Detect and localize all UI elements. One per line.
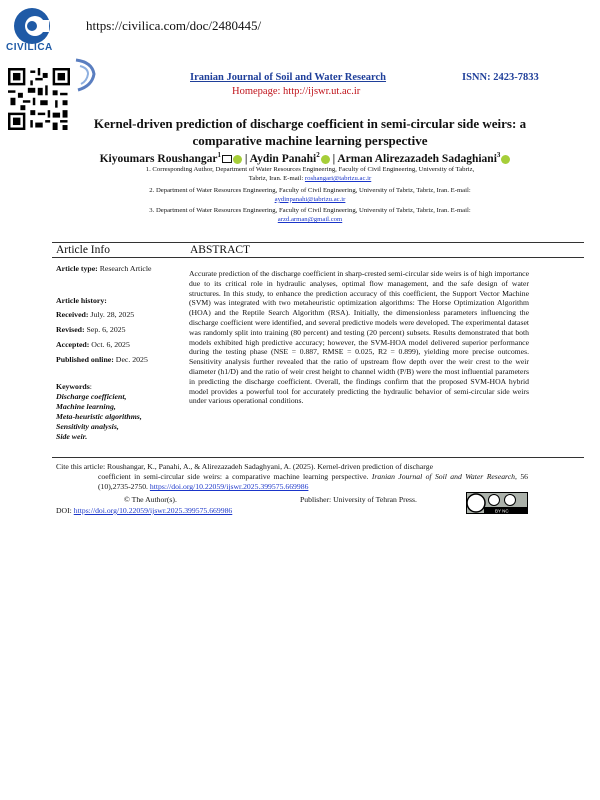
- author-email-link[interactable]: aydinpanahi@tabrizu.ac.ir: [274, 195, 346, 203]
- journal-logo-icon: [72, 56, 98, 92]
- email-icon[interactable]: [222, 155, 232, 163]
- divider: [52, 457, 584, 458]
- document-url[interactable]: https://civilica.com/doc/2480445/: [86, 18, 262, 33]
- keyword: Machine learning,: [56, 402, 116, 411]
- abstract-text: Accurate prediction of the discharge coefficient in sharp-crested semi-circular side weirs is of high importance due to its critical role in hydraulic analyses, optimal flow management, and the safe design of water structures. In this study, to enhance the prediction accuracy of this coefficient, the Support Vector Machine (SVM) was integrated with two metaheuristic optimization algorithms: The Horse Optimization Algorithm (HOA) and the Reptile Search Algorithm (RSA). Initially, the dimensionless parameters influencing the discharge coefficient were identified, and several predictive models were developed. The experimental dataset was randomly split into training (80 percent) and testing (20 percent) subsets. Results demonstrated that both models exhibited high predictive accuracy; however, the SVM-HOA model delivered superior performance during the testing phase (NSE = 0.887, RMSE = 0.025, R2 = 0.899), yielding more precise outcomes. Sensitivity analysis further revealed that the ratio of upstream flow depth over the weir crest to the weir diameter (h1/D) and the ratio of weir crest height to channel width (P/B) were the most influential parameters in predicting the discharge coefficient. Overall, the findings confirm that the proposed SVM-HOA hybrid model provides a powerful tool for accurately predicting the hydraulic behavior of semi-circular side weirs under various operational conditions.: [189, 269, 529, 406]
- author-sup: 1: [217, 151, 221, 159]
- copyright: © The Author(s).: [124, 495, 177, 504]
- author-email-link[interactable]: arzd.arman@gmail.com: [277, 216, 343, 224]
- article-info: Article type: Research Article Article history: Received: July. 28, 2025 Revised: Sep. 6, 2025 Accepted: Oct. 6, 2025 Published online: Dec. 2025 Keywords: Discharge coefficient, Machine learning, Meta-heuristic algorithms, Sensitivity analysis, Side weir.: [56, 264, 182, 442]
- orcid-icon[interactable]: [501, 155, 510, 164]
- author-name: Aydin Panahi: [249, 152, 317, 165]
- author-sup: 2: [316, 151, 320, 159]
- received-value: July. 28, 2025: [88, 310, 135, 319]
- published-value: Dec. 2025: [113, 355, 148, 364]
- accepted-value: Oct. 6, 2025: [89, 340, 130, 349]
- keyword: Meta-heuristic algorithms,: [56, 412, 142, 421]
- affiliation-3: 3. Department of Water Resources Engineering, Faculty of Civil Engineering, University of Tabriz, Tabriz, Iran. E-mail:: [149, 207, 471, 215]
- article-type-value: Research Article: [97, 264, 152, 273]
- paper-title: [40, 115, 580, 149]
- citation-text: coefficient in semi-circular side weirs: a comparative machine learning perspective.: [98, 472, 372, 482]
- received-label: Received:: [56, 310, 89, 319]
- article-info-heading: Article Info: [56, 244, 110, 256]
- revised-value: Sep. 6, 2025: [84, 325, 126, 334]
- divider: [52, 242, 584, 243]
- article-type-label: Article type:: [56, 264, 98, 273]
- doi-line: [56, 506, 232, 515]
- author-email-link[interactable]: roshangari@tabrizu.ac.ir: [304, 175, 372, 183]
- author-sup: 3: [496, 151, 501, 159]
- accepted-label: Accepted:: [56, 340, 90, 349]
- keyword: Discharge coefficient,: [56, 392, 127, 401]
- doi-link[interactable]: https://doi.org/10.22059/ijswr.2025.399575.669986: [73, 506, 233, 515]
- keywords-label: Keywords: [56, 382, 90, 391]
- citation-line-1: Cite this article: Roushangar, K., Panahi, A., & Alirezazadeh Sadaghyani, A. (2025). Kernel-driven prediction of discharge: [56, 462, 433, 471]
- keyword: Sensitivity analysis,: [56, 422, 119, 431]
- citation-block: [56, 462, 528, 493]
- doi-label: DOI:: [56, 506, 74, 515]
- history-label: Article history:: [56, 296, 107, 305]
- citation-volume: , 56 (10),2735-2750.: [98, 472, 529, 492]
- license-text: BY NC: [495, 508, 509, 514]
- journal-name[interactable]: Iranian Journal of Soil and Water Research: [190, 72, 387, 83]
- revised-label: Revised:: [56, 325, 85, 334]
- paper-title-line-1: Kernel-driven prediction of discharge coefficient in semi-circular side weirs: a: [93, 116, 527, 131]
- paper-title-line-2: comparative machine learning perspective: [192, 133, 428, 148]
- keyword: Side weir.: [56, 432, 88, 441]
- journal-homepage[interactable]: Homepage: http://ijswr.ut.ac.ir: [232, 86, 361, 97]
- abstract-heading: ABSTRACT: [190, 244, 251, 256]
- author-name: Arman Alirezazadeh Sadaghiani: [337, 152, 497, 165]
- creative-commons-license-icon[interactable]: [466, 492, 528, 514]
- orcid-icon[interactable]: [321, 155, 330, 164]
- published-label: Published online:: [56, 355, 114, 364]
- divider: [52, 257, 584, 258]
- publisher: Publisher: University of Tehran Press.: [300, 495, 417, 504]
- citation-doi-link[interactable]: https://doi.org/10.22059/ijswr.2025.399575.669986: [149, 482, 309, 492]
- orcid-icon[interactable]: [233, 155, 242, 164]
- author-list: Kiyoumars Roushangar$^1$ | Aydin Panahi$^2$ | Arman Alirezazadeh Sadaghiani$^3$: [60, 151, 550, 165]
- journal-issn: ISNN: 2423-7833: [462, 72, 539, 83]
- affiliation-2: 2. Department of Water Resources Engineering, Faculty of Civil Engineering, University of Tabriz, Tabriz, Iran. E-mail:: [149, 186, 471, 194]
- affiliation-1-cont: Tabriz, Iran. E-mail:: [248, 175, 305, 183]
- author-name: Kiyoumars Roushangar: [99, 152, 218, 165]
- affiliation-1: 1. Corresponding Author, Department of Water Resources Engineering, Faculty of Civil Engineering, University of Tabriz,: [145, 166, 475, 173]
- civilica-brand: CIVILICA: [6, 42, 53, 53]
- citation-journal-cont: Research: [486, 472, 516, 482]
- affiliations: [80, 165, 540, 227]
- citation-journal: Iranian Journal of Soil and Water: [371, 472, 484, 482]
